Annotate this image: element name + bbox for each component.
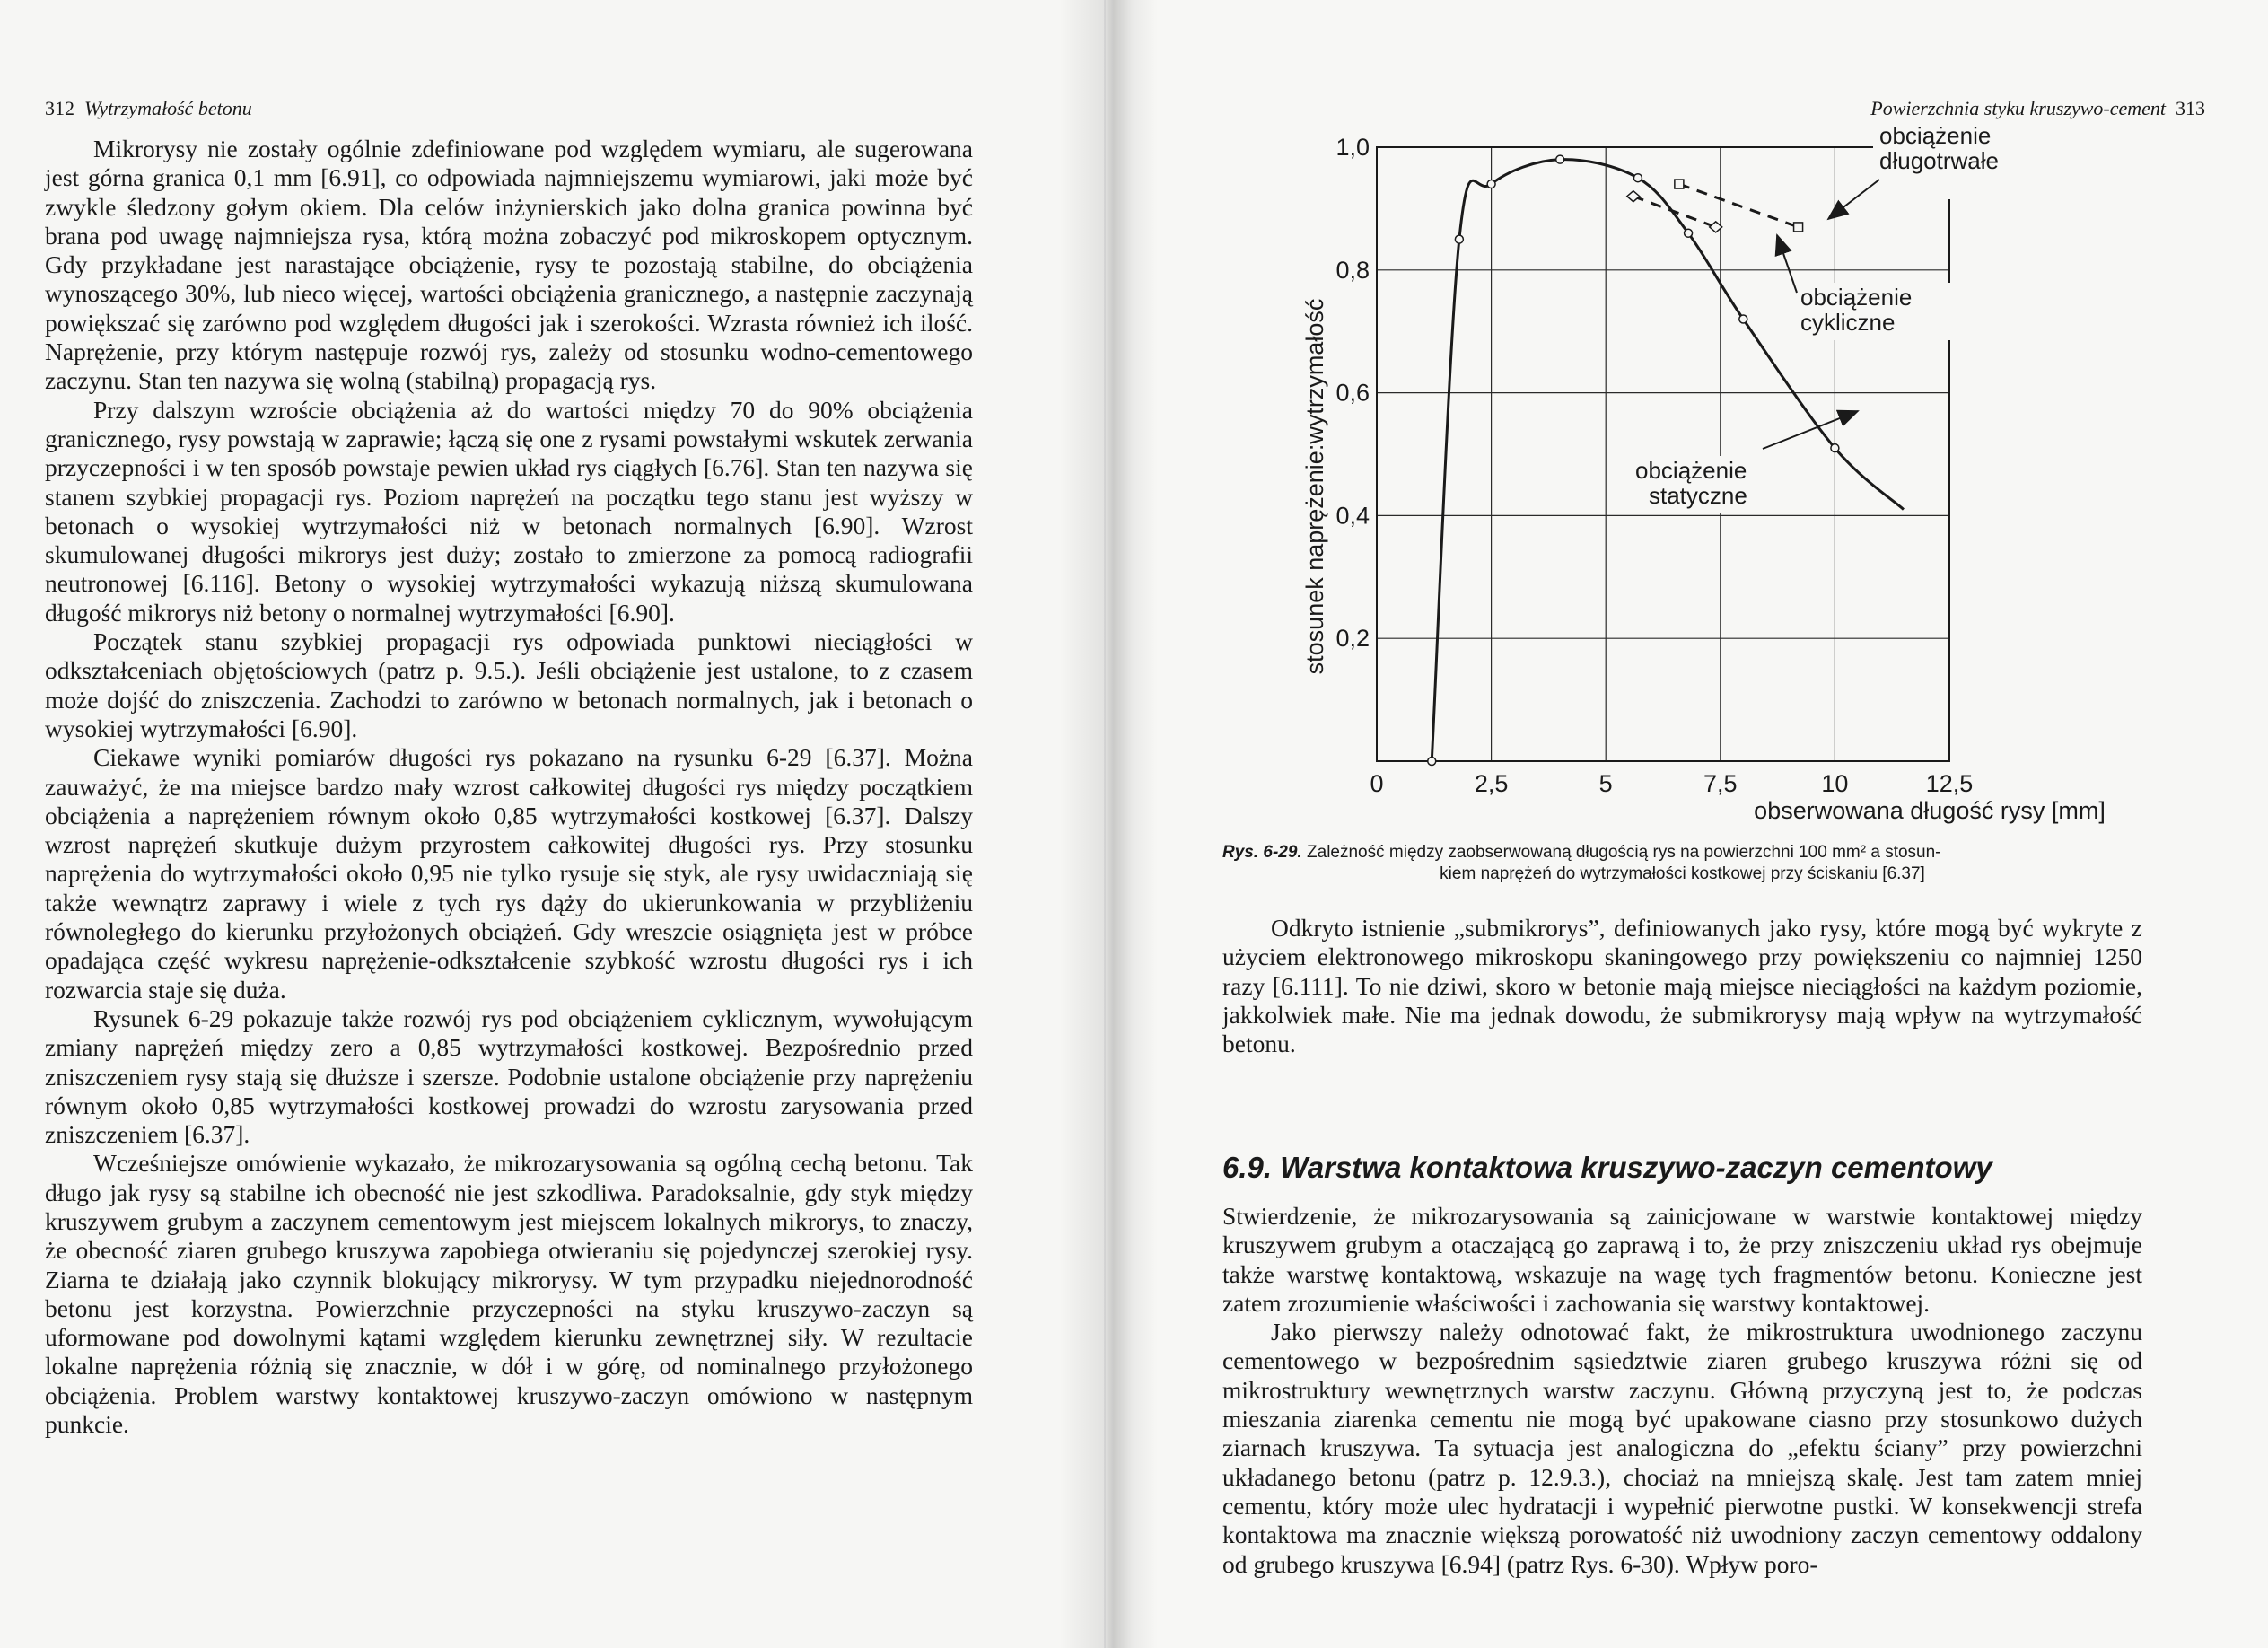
x-tick-label: 2,5 [1474, 770, 1509, 797]
paragraph: Wcześniejsze omówienie wykazało, że mikrozarysowania są ogólną cechą betonu. Tak długo jak rysy są stabilne ich obecność nie jest szkodliwa. Paradoksalnie, gdy styk między kruszywem grubym a zaczynem cementowym jest miejscem lokalnych mikrorys, to znaczy, że obecność ziaren grubego kruszywa zapobiega otwieraniu się pojedynczej szerokiej rysy. Ziarna te działają jako czynnik blokujący mikrorysy. W tym przypadku niejednorodność betonu jest korzystna. Powierzchnie przyczepności na styku kruszywo-zaczyn są uformowane pod dowolnymi kątami względem kierunku zewnętrznej siły. W rezultacie lokalne naprężenia różnią się znacznie, w dół i w górę, od nominalnego przyłożonego obciążenia. Problem warstwy kontaktowej kruszywo-zaczyn omówiono w następnym punkcie. [45, 1149, 973, 1439]
arrow-cykliczne [1777, 235, 1797, 293]
left-page [0, 0, 1104, 1648]
chart-annotations [1632, 122, 2065, 513]
y-tick-label: 0,2 [1335, 625, 1370, 653]
series-statyczne-point [1831, 444, 1839, 452]
paragraph: Odkryto istnienie „submikrorys”, definiowanych jako rysy, które mogą być wykryte z użyciem elektronowego mikroskopu skaningowego przy powiększeniu co najmniej 1250 razy [6.111]. To nie dziwi, skoro w betonie mają miejsce nieciągłości na każdym poziomie, jakkolwiek małe. Nie ma jednak dowodu, że submikrorysy mają wpływ na wytrzymałość betonu. [1222, 914, 2142, 1058]
right-running-title: Powierzchnia styku kruszywo-cement [1870, 97, 2166, 119]
annotation-statyczne-line2: statyczne [1649, 482, 1747, 509]
figure-caption [1222, 842, 2142, 885]
paragraph: Początek stanu szybkiej propagacji rys odpowiada punktowi nieciągłości w odkształceniach objętościowych (patrz p. 9.5.). Jeśli obciążenie jest ustalone, to z czasem może dojść do zniszczenia. Zachodzi to zarówno w betonach normalnych, jak i betonach o wysokiej wytrzymałości [6.90]. [45, 627, 973, 742]
series-cykliczne-line [1633, 197, 1716, 227]
y-tick-label: 0,6 [1335, 379, 1370, 407]
caption-label: Rys. 6-29. [1222, 843, 1302, 862]
series-dlugotrwale-line [1679, 184, 1799, 227]
left-body-text [45, 135, 973, 1439]
right-body-text-bottom [1222, 1202, 2142, 1579]
arrow-dlugotrwale [1828, 180, 1879, 219]
y-tick-label: 0,8 [1335, 256, 1370, 284]
chart-y-label: stosunek naprężenie:wytrzymałość [1301, 298, 1328, 675]
series-statyczne-point [1487, 180, 1495, 188]
right-body-text-top [1222, 914, 2142, 1058]
annotation-cykliczne-line1: obciążenie [1800, 284, 1913, 311]
x-tick-label: 5 [1598, 770, 1613, 797]
x-tick-label: 10 [1821, 770, 1849, 797]
annotation-dlugotrwale-line2: długotrwałe [1879, 147, 1999, 174]
series-dlugotrwale-point [1675, 180, 1684, 188]
caption-line2: kiem naprężeń do wytrzymałości kostkowej przy ściskaniu [6.37] [1440, 864, 1925, 883]
series-statyczne-point [1633, 174, 1642, 182]
series-cykliczne-point [1627, 191, 1640, 202]
left-running-title: Wytrzymałość betonu [84, 97, 252, 119]
annotation-cykliczne-line2: cykliczne [1800, 309, 1896, 336]
caption-line1: Zależność między zaobserwowaną długością rys na powierzchni 100 mm² a stosun- [1307, 843, 1941, 862]
right-page-number: 313 [2176, 97, 2205, 119]
series-statyczne-point [1428, 758, 1436, 766]
paragraph: Ciekawe wyniki pomiarów długości rys pokazano na rysunku 6-29 [6.37]. Można zauważyć, że ma miejsce bardzo mały wzrost całkowitej długości rys między początkiem obciążenia a naprężeniem równym około 0,85 wytrzymałości kostkowej [6.37]. Dalszy wzrost naprężeń skutkuje dużym przyrostem całkowitej długości rys. Przy stosunku naprężenia do wytrzymałości około 0,95 nie tylko rysuje się styk, ale rysy uwidaczniają się także wewnątrz zaprawy i wiele z tych rys dąży do ukierunkowania w przybliżeniu równoległego do kierunku przyłożonych obciążeń. Gdy wreszcie osiągnięta jest w próbce opadająca część wykresu naprężenie-odkształcenie szybkość wzrostu długości rys i ich rozwarcia staje się duża. [45, 743, 973, 1004]
series-statyczne-point [1455, 235, 1463, 243]
paragraph: Przy dalszym wzroście obciążenia aż do wartości między 70 do 90% obciążenia granicznego, rysy powstają w zaprawie; łączą się one z rysami powstałymi wskutek zerwania przyczepności i w ten sposób powstaje pewien układ rys ciągłych [6.76]. Stan ten nazywa się stanem szybkiej propagacji rys. Poziom naprężeń na początku tego stanu jest wyższy w betonach o wysokiej wytrzymałości niż w betonach normalnych [6.90]. Wzrost skumulowanej długości mikrorys jest duży; zostało to zmierzone za pomocą radiografii neutronowej [6.116]. Betony o wysokiej wytrzymałości wykazują niższą skumulowana długość mikrorys niż betony o normalnej wytrzymałości [6.90]. [45, 395, 973, 627]
right-page [1106, 0, 2268, 1648]
annotation-statyczne-line1: obciążenie [1635, 457, 1747, 484]
annotation-dlugotrwale-line1: obciążenie [1879, 122, 1992, 149]
paragraph: Mikrorysy nie zostały ogólnie zdefiniowane pod względem wymiaru, ale sugerowana jest górna granica 0,1 mm [6.91], co odpowiada najmniejszemu wymiarowi, jaki może być zwykle śledzony gołym okiem. Dla celów inżynierskich jako dolna granica powinna być brana pod uwagę najmniejsza rysa, którą można zobaczyć pod mikroskopem optycznym. Gdy przykładane jest narastające obciążenie, rysy te pozostają stabilne, do obciążenia wynoszącego 30%, lub nieco więcej, wartości obciążenia granicznego, a następnie zaczynają powiększać się zarówno pod względem długości jak i szerokości. Wzrasta również ich ilość. Naprężenie, przy którym następuje rozwój rys, zależy od stosunku wodno-cementowego zaczynu. Stan ten nazywa się wolną (stabilną) propagacją rys. [45, 135, 973, 395]
chart-x-label: obserwowana długość rysy [mm] [1754, 797, 2106, 824]
left-page-number: 312 [45, 97, 74, 119]
x-tick-label: 7,5 [1703, 770, 1738, 797]
section-heading: 6.9. Warstwa kontaktowa kruszywo-zaczyn cementowy [1222, 1151, 1992, 1184]
series-dlugotrwale-point [1794, 223, 1803, 232]
y-tick-label: 1,0 [1335, 134, 1370, 161]
paragraph: Jako pierwszy należy odnotować fakt, że mikrostruktura uwodnionego zaczynu cementowego w bezpośrednim sąsiedztwie ziaren grubego kruszywa różni się od mikrostruktury wewnętrznych warstw zaczynu. Główną przyczyną jest to, że podczas mieszania ziarenka cementu nie mogą być upakowane ciasno przy stosunkowo dużych ziarnach kruszywa. Ta sytuacja jest analogiczna do „efektu ściany” przy powierzchni układanego betonu (patrz p. 12.9.3.), chociaż na mniejszą skalę. Jest tam zatem mniej cementu, który może ulec hydratacji i wypełnić pierwotne pustki. W konsekwencji strefa kontaktowa ma znacznie większą porowatość niż uwodniony zaczyn cementowy oddalony od grubego kruszywa [6.94] (patrz Rys. 6-30). Wpływ poro- [1222, 1318, 2142, 1578]
series-statyczne-point [1556, 155, 1564, 163]
crack-length-chart [1106, 0, 2268, 844]
x-tick-label: 12,5 [1925, 770, 1974, 797]
paragraph: Stwierdzenie, że mikrozarysowania są zainicjowane w warstwie kontaktowej między kruszywem grubym a otaczającą go zaprawą i to, że przy zniszczeniu układ rys obejmuje także warstwę kontaktową, wskazuje na wagę tych fragmentów betonu. Konieczne jest zatem zrozumienie właściwości i zachowania się warstwy kontaktowej. [1222, 1202, 2142, 1317]
paragraph: Rysunek 6-29 pokazuje także rozwój rys pod obciążeniem cyklicznym, wywołującym zmiany naprężeń między zero a 0,85 wytrzymałości kostkowej. Bezpośrednio przed zniszczeniem rysy stają się dłuższe i szersze. Podobnie ustalone obciążenie przy naprężeniu równym około 0,85 wytrzymałości kostkowej prowadzi do wzrostu zarysowania przed zniszczeniem [6.37]. [45, 1004, 973, 1149]
series-statyczne-point [1685, 229, 1693, 237]
series-statyczne-point [1739, 315, 1747, 323]
left-running-head [45, 97, 252, 120]
x-tick-label: 0 [1370, 770, 1384, 797]
y-tick-label: 0,4 [1335, 502, 1370, 530]
